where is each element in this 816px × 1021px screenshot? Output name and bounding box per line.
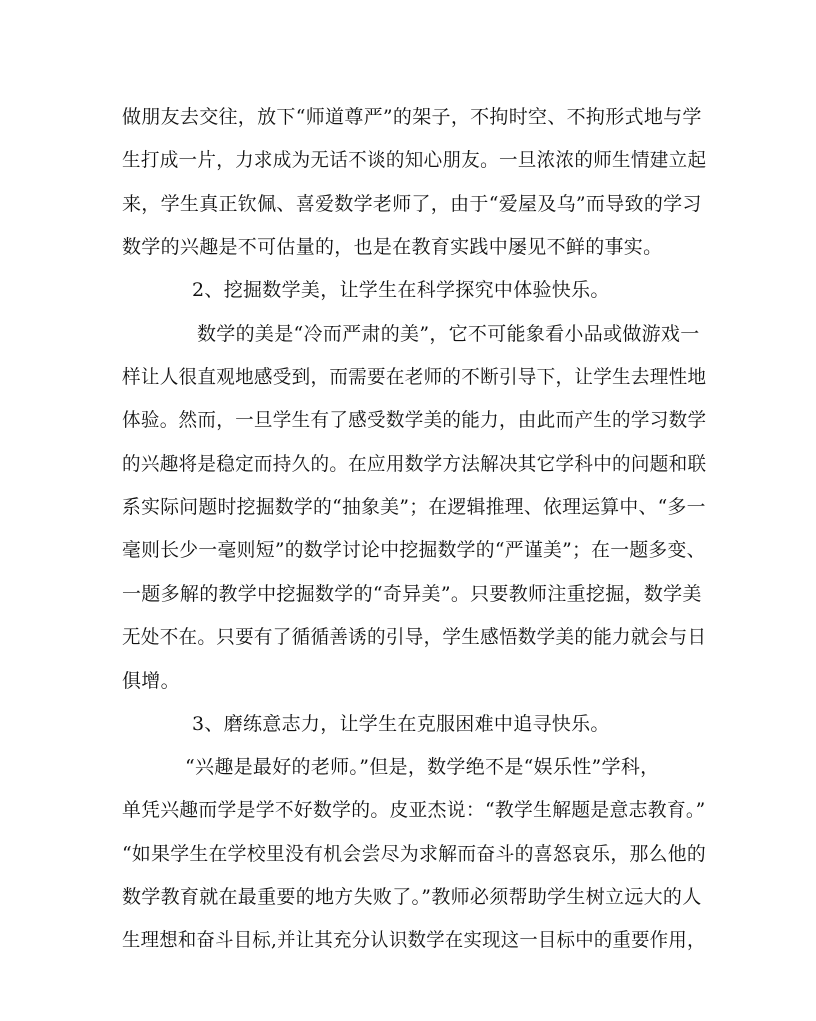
text-line: 毫则长少一毫则短”的数学讨论中挖掘数学的“严谨美”；在一题多变、 (122, 539, 706, 561)
text-line: “兴趣是最好的老师。”但是，数学绝不是“娱乐性”学科， (185, 756, 660, 778)
text-line: 数学的美是“冷而严肃的美”，它不可能象看小品或做游戏一 (197, 323, 700, 345)
section-heading-2: 2、挖掘数学美，让学生在科学探究中体验快乐。 (192, 279, 610, 301)
text-line: “如果学生在学校里没有机会尝尽为求解而奋斗的喜怒哀乐，那么他的 (122, 843, 707, 865)
text-line: 做朋友去交往，放下“师道尊严”的架子，不拘时空、不拘形式地与学 (122, 106, 702, 128)
text-line: 来，学生真正钦佩、喜爱数学老师了，由于“爱屋及乌”而导致的学习 (122, 193, 702, 215)
text-line: 的兴趣将是稳定而持久的。在应用数学方法解决其它学科中的问题和联 (122, 453, 707, 475)
text-line: 数学的兴趣是不可估量的，也是在教育实践中屡见不鲜的事实。 (122, 236, 663, 258)
section-heading-3: 3、磨练意志力，让学生在克服困难中追寻快乐。 (192, 713, 610, 735)
text-line: 体验。然而，一旦学生有了感受数学美的能力，由此而产生的学习数学 (122, 409, 707, 431)
text-line: 系实际问题时挖掘数学的“抽象美”；在逻辑推理、依理运算中、“多一 (122, 496, 706, 518)
text-line: 无处不在。只要有了循循善诱的引导，学生感悟数学美的能力就会与日 (122, 626, 707, 648)
text-line: 一题多解的教学中挖掘数学的“奇异美”。只要教师注重挖掘，数学美 (122, 583, 702, 605)
text-line: 数学教育就在最重要的地方失败了。”教师必须帮助学生树立远大的人 (122, 886, 702, 908)
text-line: 俱增。 (122, 670, 180, 692)
text-line: 生理想和奋斗目标,并让其充分认识数学在实现这一目标中的重要作用， (122, 929, 706, 951)
text-line: 单凭兴趣而学是学不好数学的。皮亚杰说：“教学生解题是意志教育。” (122, 799, 706, 821)
text-line: 生打成一片，力求成为无话不谈的知心朋友。一旦浓浓的师生情建立起 (122, 149, 707, 171)
text-line: 样让人很直观地感受到，而需要在老师的不断引导下，让学生去理性地 (122, 366, 707, 388)
